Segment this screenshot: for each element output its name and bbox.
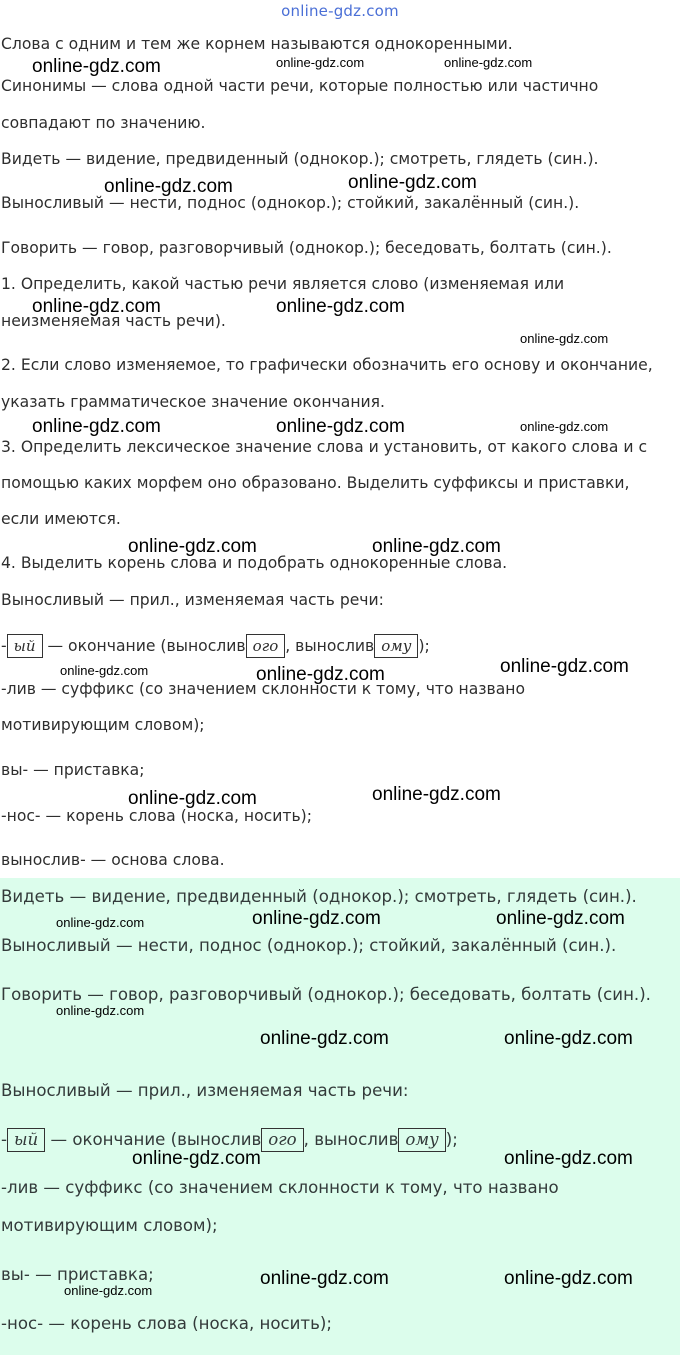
ending-text: ); (445, 1130, 458, 1149)
text-line: Видеть — видение, предвиденный (однокор.); смотреть, глядеть (син.). (1, 887, 637, 906)
text-line: Выносливый — прил., изменяемая часть речи: (1, 1081, 409, 1100)
watermark: online-gdz.com (56, 1003, 145, 1018)
watermark: online-gdz.com (60, 663, 149, 678)
watermark: online-gdz.com (256, 664, 385, 685)
watermark: online-gdz.com (32, 416, 161, 437)
text-line: Видеть — видение, предвиденный (однокор.); смотреть, глядеть (син.). (1, 150, 599, 168)
watermark: online-gdz.com (128, 536, 257, 557)
watermark: online-gdz.com (128, 788, 257, 809)
text-line: -лив — суффикс (со значением склонности к тому, что названо (1, 680, 526, 698)
ending-box: ый (7, 634, 43, 658)
text-line: мотивирующим словом); (1, 716, 205, 734)
watermark: online-gdz.com (504, 1268, 633, 1289)
text-line: Слова с одним и тем же корнем называются однокоренными. (1, 35, 513, 53)
text-line: 4. Выделить корень слова и подобрать однокоренные слова. (1, 554, 508, 572)
watermark: online-gdz.com (276, 296, 405, 317)
text-line: неизменяемая часть речи). (1, 312, 226, 330)
watermark: online-gdz.com (32, 56, 161, 77)
ending-text: ); (418, 637, 430, 655)
text-line: вы- — приставка; (1, 761, 145, 779)
watermark: online-gdz.com (496, 908, 625, 929)
watermark: online-gdz.com (32, 296, 161, 317)
text-line: 1. Определить, какой частью речи является слово (изменяемая или (1, 275, 565, 293)
dash: - (1, 637, 7, 655)
text-line: указать грамматическое значение окончания. (1, 393, 385, 411)
watermark: online-gdz.com (260, 1028, 389, 1049)
case-ending-box: ого (261, 1128, 303, 1152)
watermark: online-gdz.com (504, 1028, 633, 1049)
ending-line (1, 634, 430, 658)
text-line: -нос- — корень слова (носка, носить); (1, 807, 312, 825)
text-line: 2. Если слово изменяемое, то графически обозначить его основу и окончание, (1, 356, 653, 374)
watermark: online-gdz.com (444, 55, 533, 70)
watermark: online-gdz.com (348, 172, 477, 193)
dash: - (1, 1130, 7, 1149)
watermark: online-gdz.com (372, 784, 501, 805)
text-line: помощью каких морфем оно образовано. Выделить суффиксы и приставки, (1, 474, 630, 492)
watermark: online-gdz.com (372, 536, 501, 557)
text-line: -нос- — корень слова (носка, носить); (1, 1314, 332, 1333)
watermark: online-gdz.com (64, 1283, 153, 1298)
ending-text: , вынослив (285, 637, 375, 655)
case-ending-box: ому (374, 634, 418, 658)
watermark: online-gdz.com (504, 1148, 633, 1169)
text-line: мотивирующим словом); (1, 1216, 218, 1235)
text-line: Выносливый — нести, поднос (однокор.); стойкий, закалённый (син.). (1, 194, 580, 212)
watermark: online-gdz.com (276, 416, 405, 437)
case-ending-box: ому (398, 1128, 445, 1152)
ending-box: ый (7, 1128, 45, 1152)
site-header-link[interactable]: online-gdz.com (281, 2, 399, 20)
watermark: online-gdz.com (276, 55, 365, 70)
ending-text: , вынослив (303, 1130, 399, 1149)
watermark: online-gdz.com (500, 656, 629, 677)
watermark: online-gdz.com (104, 176, 233, 197)
text-line: Говорить — говор, разговорчивый (однокор.); беседовать, болтать (син.). (1, 985, 651, 1004)
text-line: вынослив- — основа слова. (1, 851, 225, 869)
text-line: 3. Определить лексическое значение слова и установить, от какого слова и с (1, 438, 648, 456)
text-line: Синонимы — слова одной части речи, которые полностью или частично (1, 77, 599, 95)
text-line: вы- — приставка; (1, 1265, 154, 1284)
watermark: online-gdz.com (132, 1148, 261, 1169)
watermark: online-gdz.com (56, 915, 145, 930)
text-line: Говорить — говор, разговорчивый (однокор.); беседовать, болтать (син.). (1, 239, 612, 257)
ending-text: — окончание (вынослив (45, 1130, 262, 1149)
watermark: online-gdz.com (520, 419, 609, 434)
text-line: совпадают по значению. (1, 114, 206, 132)
text-line: Выносливый — нести, поднос (однокор.); стойкий, закалённый (син.). (1, 936, 617, 955)
text-line: если имеются. (1, 510, 121, 528)
watermark: online-gdz.com (520, 331, 609, 346)
watermark: online-gdz.com (260, 1268, 389, 1289)
case-ending-box: ого (246, 634, 286, 658)
watermark: online-gdz.com (252, 908, 381, 929)
text-line: -лив — суффикс (со значением склонности к тому, что названо (1, 1178, 559, 1197)
text-line: Выносливый — прил., изменяемая часть речи: (1, 591, 384, 609)
ending-text: — окончание (вынослив (42, 637, 246, 655)
